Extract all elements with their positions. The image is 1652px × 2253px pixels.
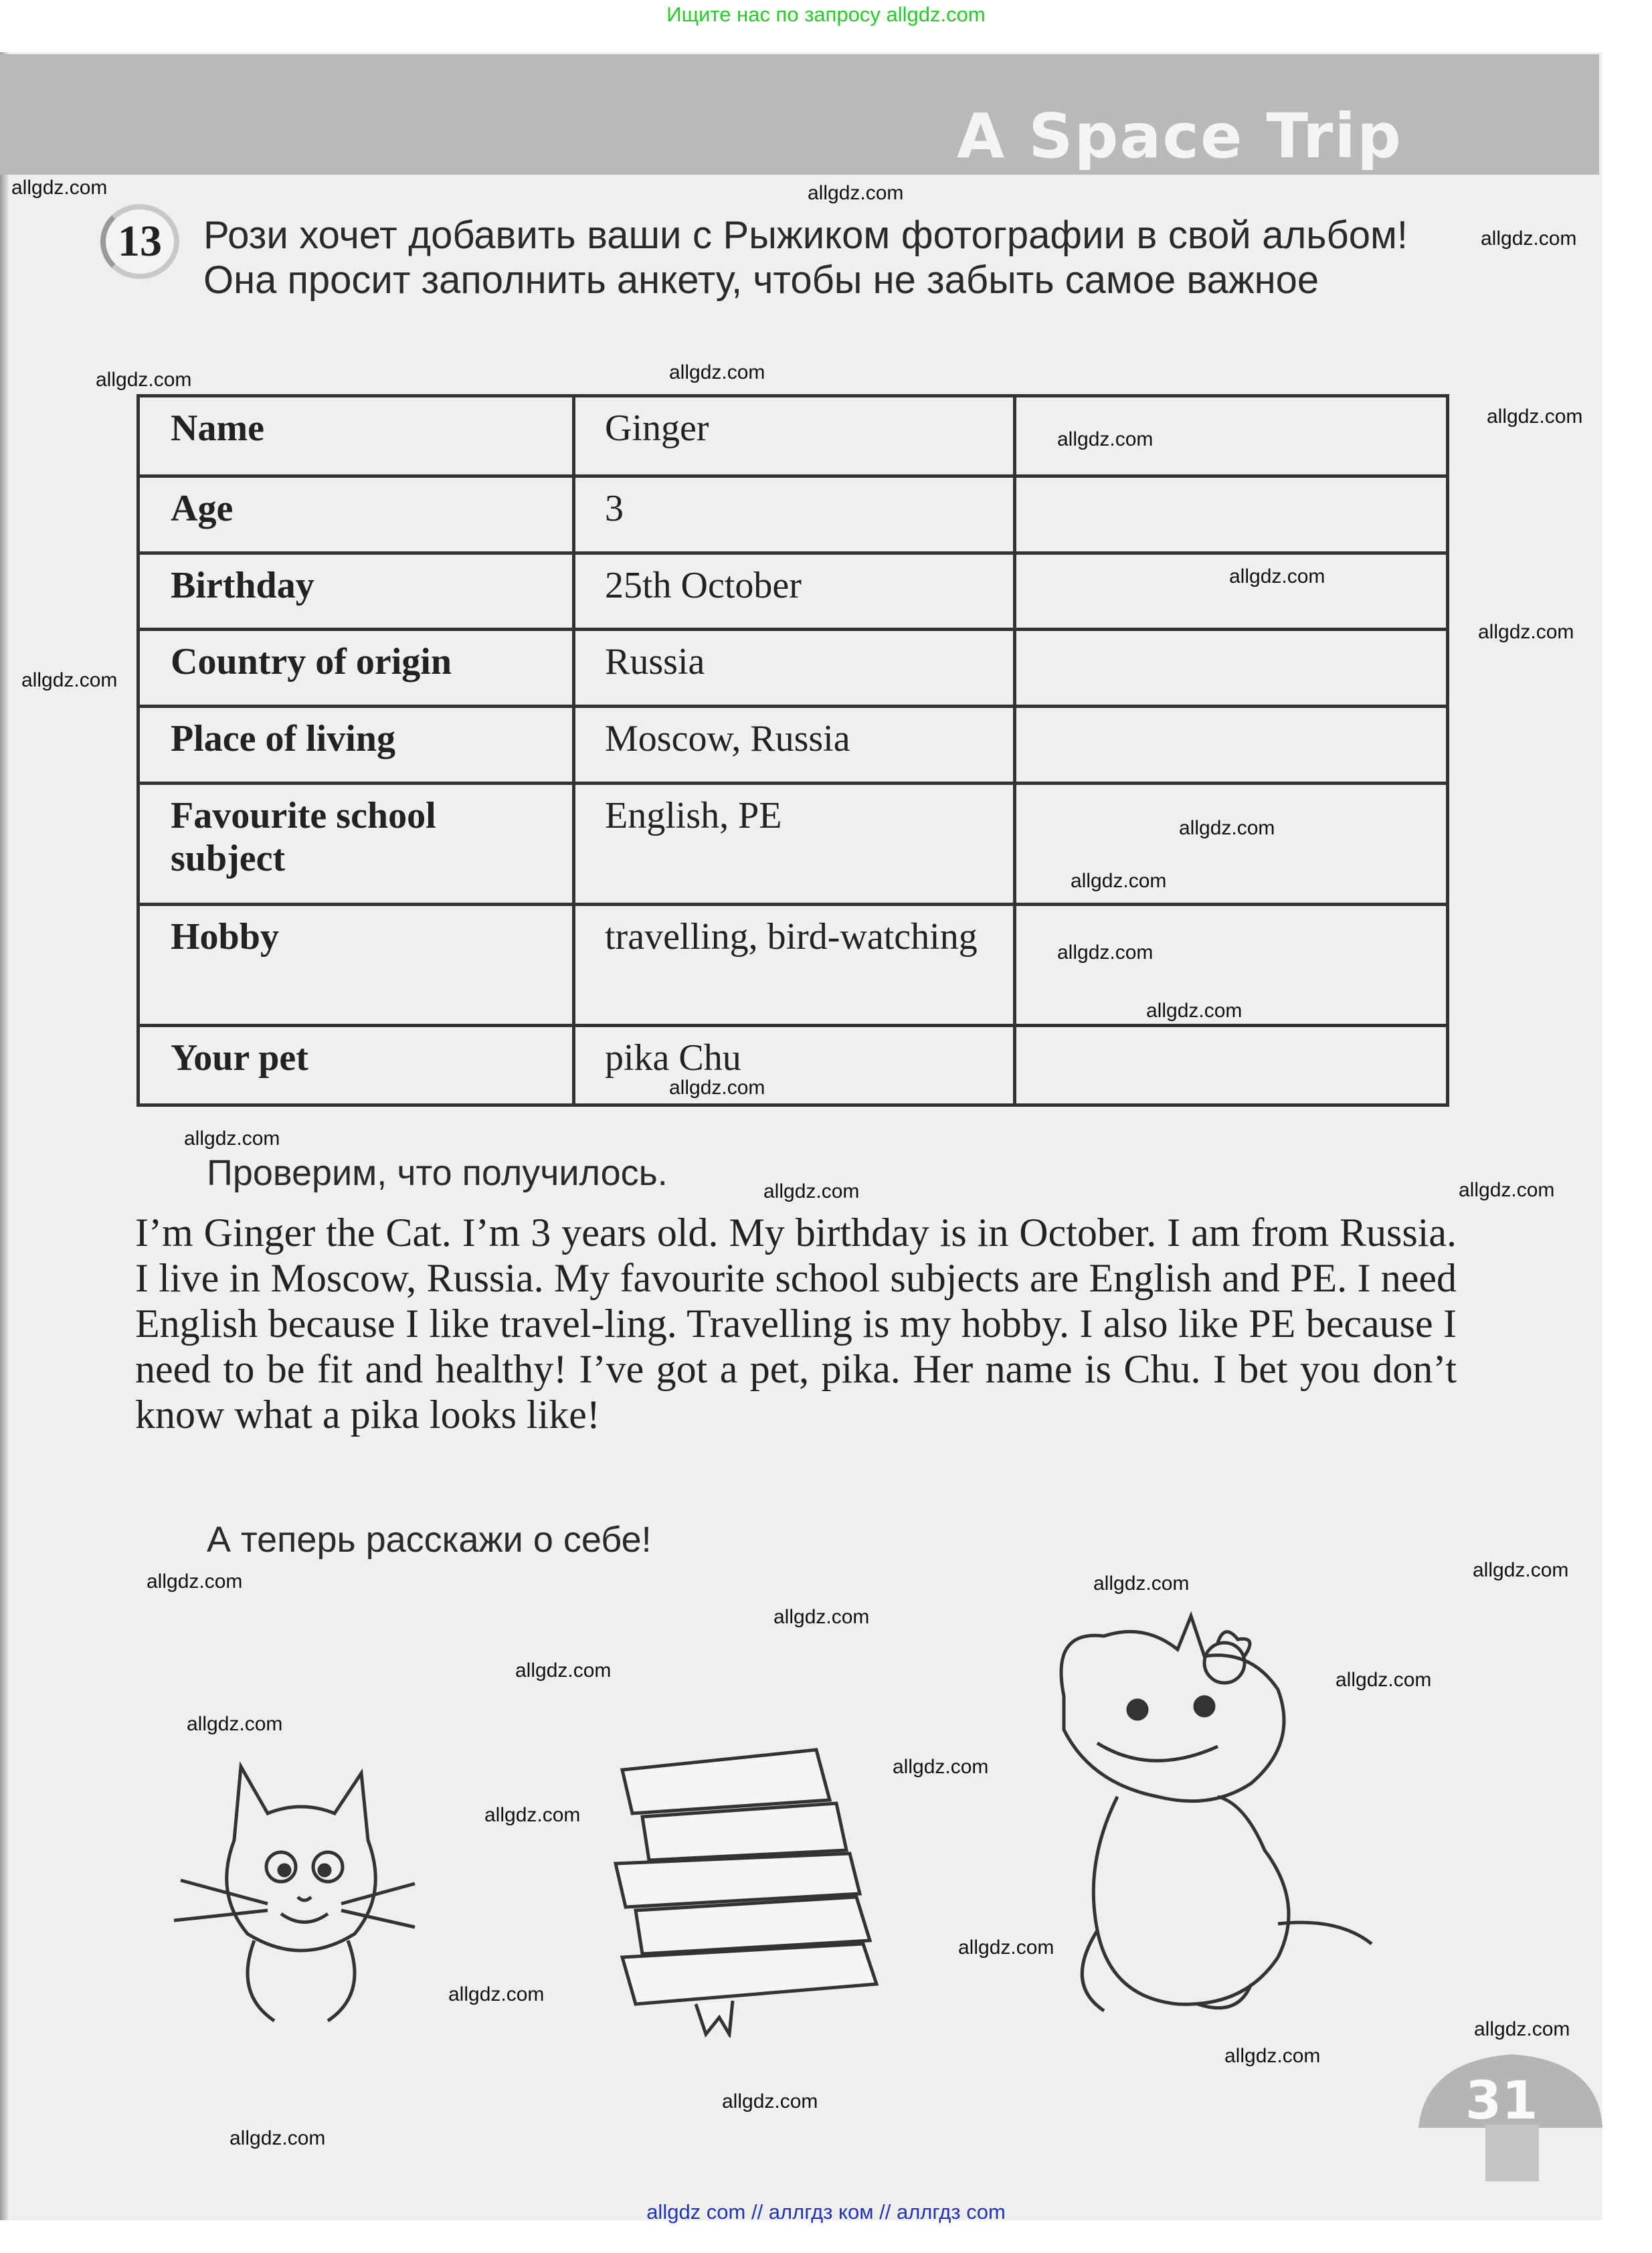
watermark: allgdz.com	[1057, 428, 1154, 450]
watermark: allgdz.com	[1336, 1669, 1432, 1691]
row-value: travelling, bird-watching	[574, 905, 1015, 1026]
row-extra	[1015, 630, 1448, 707]
questionnaire-table	[136, 394, 1449, 1107]
row-label: Hobby	[139, 905, 574, 1026]
watermark: allgdz.com	[1146, 1000, 1243, 1022]
exercise-instruction: Рози хочет добавить ваши с Рыжиком фотографии в свой альбом! Она просит заполнить анкету, чтобы не забыть самое важное	[203, 213, 1408, 302]
watermark: allgdz.com	[1487, 405, 1583, 428]
row-label: Country of origin	[139, 630, 574, 707]
table-row	[139, 396, 1448, 476]
table-row	[139, 707, 1448, 784]
watermark: allgdz.com	[1229, 565, 1325, 588]
row-extra	[1015, 553, 1448, 630]
row-label: Place of living	[139, 707, 574, 784]
sample-text: I’m Ginger the Cat. I’m 3 years old. My birthday is in October. I am from Russia. I live in Moscow, Russia. My favourite school subjects are English and PE. I need English because I like travel-ling. Travelling is my hobby. I also like PE because I need to be fit and healthy! I’ve got a pet, pika. Her name is Chu. I bet you don’t know what a pika looks like!	[135, 1210, 1457, 1437]
watermark: allgdz.com	[184, 1128, 280, 1150]
watermark: allgdz.com	[1071, 870, 1167, 892]
watermark: allgdz.com	[515, 1659, 612, 1682]
cat-illustration	[167, 1740, 422, 2027]
watermark: allgdz.com	[1474, 2018, 1570, 2040]
row-value: Moscow, Russia	[574, 707, 1015, 784]
page-number: 31	[1465, 2071, 1538, 2131]
table-row	[139, 630, 1448, 707]
watermark: allgdz.com	[893, 1756, 989, 1778]
watermark: allgdz.com	[722, 2090, 818, 2112]
watermark: allgdz.com	[1224, 2045, 1321, 2067]
watermark: allgdz.com	[147, 1570, 243, 1593]
watermark: allgdz.com	[1478, 621, 1574, 643]
row-value: Ginger	[574, 396, 1015, 476]
watermark: allgdz.com	[1481, 228, 1577, 250]
row-label: Age	[139, 476, 574, 553]
footer-banner: allgdz com // аллгдз ком // аллгдз com	[646, 2200, 1006, 2224]
row-extra	[1015, 476, 1448, 553]
table-row	[139, 905, 1448, 1026]
watermark: allgdz.com	[808, 182, 904, 204]
watermark: allgdz.com	[1093, 1572, 1190, 1595]
watermark: allgdz.com	[1179, 817, 1275, 839]
watermark: allgdz.com	[21, 669, 118, 691]
row-value: 3	[574, 476, 1015, 553]
row-extra	[1015, 1026, 1448, 1105]
watermark: allgdz.com	[96, 369, 192, 391]
watermark: allgdz.com	[958, 1936, 1054, 1959]
watermark: allgdz.com	[11, 177, 108, 199]
table-row	[139, 553, 1448, 630]
table-row	[139, 784, 1448, 905]
watermark: allgdz.com	[669, 1077, 765, 1099]
row-extra	[1015, 707, 1448, 784]
row-value: 25th October	[574, 553, 1015, 630]
watermark: allgdz.com	[448, 1983, 545, 2005]
check-heading: Проверим, что получилось.	[207, 1153, 668, 1193]
watermark: allgdz.com	[484, 1804, 581, 1826]
table-row	[139, 1026, 1448, 1105]
row-label: Favourite school subject	[139, 784, 574, 905]
watermark: allgdz.com	[1473, 1559, 1569, 1581]
exercise-number: 13	[100, 204, 179, 279]
tell-heading: А теперь расскажи о себе!	[207, 1520, 652, 1560]
unit-title: A Space Trip	[957, 100, 1402, 172]
row-value: Russia	[574, 630, 1015, 707]
watermark: allgdz.com	[230, 2127, 326, 2149]
row-label: Name	[139, 396, 574, 476]
watermark: allgdz.com	[1459, 1179, 1555, 1201]
row-value: English, PE	[574, 784, 1015, 905]
row-label: Your pet	[139, 1026, 574, 1105]
watermark: allgdz.com	[187, 1713, 283, 1735]
watermark: allgdz.com	[669, 361, 765, 383]
table-row	[139, 476, 1448, 553]
watermark: allgdz.com	[763, 1180, 860, 1202]
row-label: Birthday	[139, 553, 574, 630]
row-value: pika Chu	[574, 1026, 1015, 1105]
books-illustration	[595, 1730, 903, 2038]
watermark: allgdz.com	[773, 1606, 870, 1628]
page-edge-shadow	[0, 52, 9, 2220]
site-banner: Ищите нас по запросу allgdz.com	[666, 3, 986, 26]
watermark: allgdz.com	[1057, 941, 1154, 964]
